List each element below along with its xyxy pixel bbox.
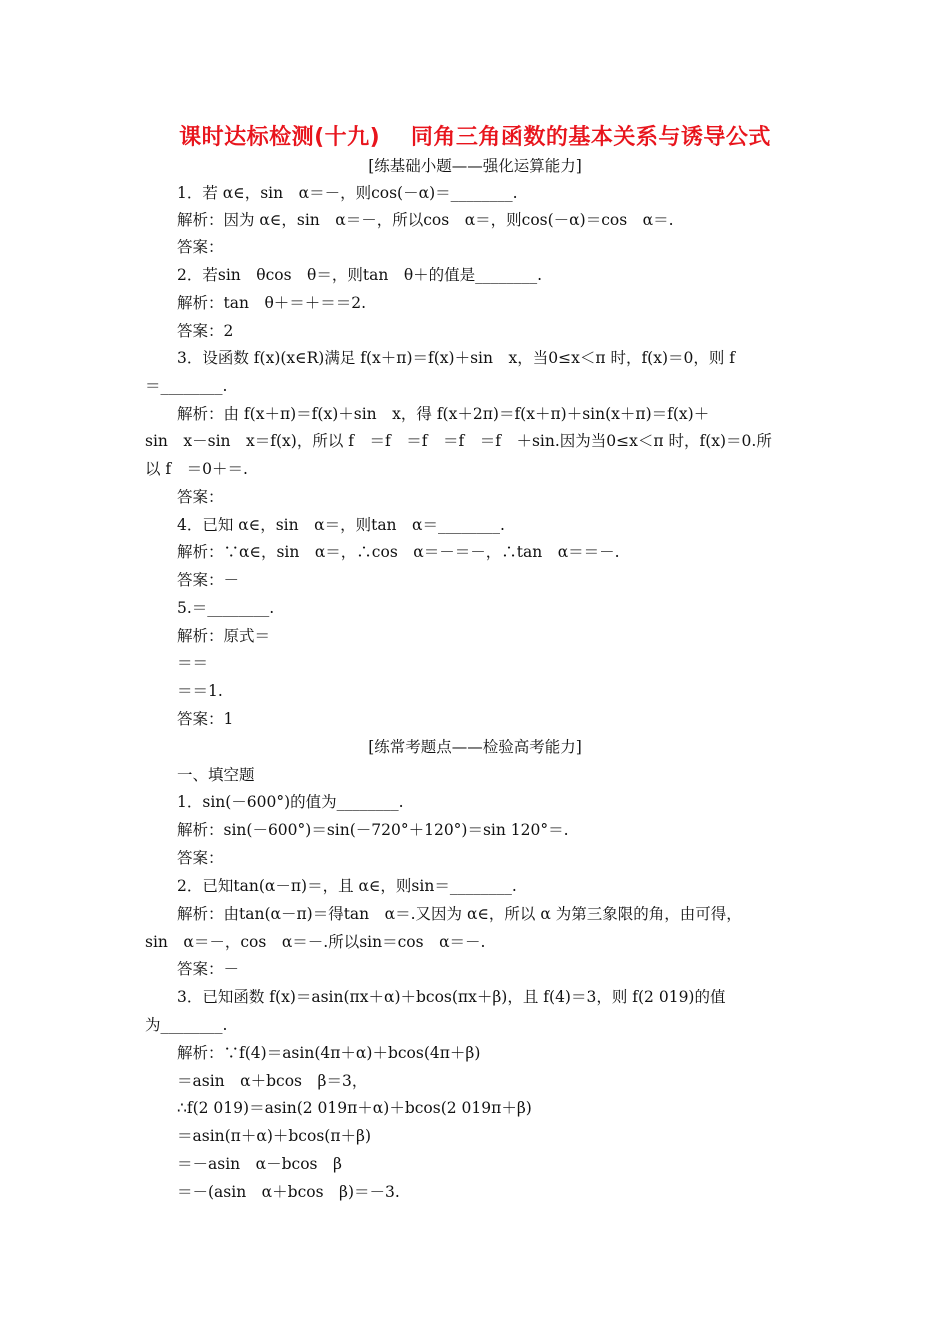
text-line: 解析：由 f(x＋π)＝f(x)＋sin x，得 f(x＋2π)＝f(x＋π)＋sin(x＋π)＝f(x)＋ (177, 405, 710, 423)
text-line: 解析：tan θ＋＝＋＝＝2. (177, 294, 367, 312)
text-line: 2．已知tan(α－π)＝，且 α∈，则sin＝________. (177, 877, 517, 895)
text-line: 答案： (177, 849, 224, 867)
text-line: 为________. (145, 1016, 228, 1034)
text-line: ＝＝1. (177, 682, 223, 700)
text-line: 解析：原式＝ (177, 627, 271, 645)
text-line: ＝asin(π＋α)＋bcos(π＋β) (177, 1127, 372, 1145)
text-line: 解析：∵α∈，sin α＝，∴cos α＝－＝－，∴tan α＝＝－. (177, 543, 620, 561)
text-line: 1．若 α∈，sin α＝－，则cos(－α)＝________. (177, 184, 518, 202)
text-line: 5.＝________. (177, 599, 275, 617)
text-line: 1．sin(－600°)的值为________. (177, 793, 404, 811)
text-line: 一、填空题 (177, 766, 255, 784)
text-line: 解析：∵f(4)＝asin(4π＋α)＋bcos(4π＋β) (177, 1044, 481, 1062)
text-line: ＝－(asin α＋bcos β)＝－3. (177, 1183, 400, 1201)
section-heading: [练常考题点——检验高考能力] (368, 738, 582, 756)
text-line: 答案： (177, 238, 224, 256)
page-title: 课时达标检测(十九) 同角三角函数的基本关系与诱导公式 (179, 125, 771, 150)
text-line: ∴f(2 019)＝asin(2 019π＋α)＋bcos(2 019π＋β) (177, 1099, 532, 1117)
text-line: 解析：sin(－600°)＝sin(－720°＋120°)＝sin 120°＝. (177, 821, 569, 839)
text-line: ＝________. (145, 377, 228, 395)
section-heading: [练基础小题——强化运算能力] (368, 157, 582, 175)
text-line: sin x－sin x＝f(x)，所以 f ＝f ＝f ＝f ＝f ＋sin.因为当0≤x＜π 时，f(x)＝0.所 (145, 432, 772, 450)
text-line: 3．设函数 f(x)(x∈R)满足 f(x＋π)＝f(x)＋sin x，当0≤x＜π 时，f(x)＝0，则 f (177, 349, 736, 367)
text-line: 答案：－ (177, 571, 240, 589)
text-line: 答案：－ (177, 960, 240, 978)
text-line: 解析：由tan(α－π)＝得tan α＝.又因为 α∈，所以 α 为第三象限的角，由可得， (177, 905, 742, 923)
text-line: 4．已知 α∈，sin α＝，则tan α＝________. (177, 516, 505, 534)
text-line: 3．已知函数 f(x)＝asin(πx＋α)＋bcos(πx＋β)，且 f(4)＝3，则 f(2 019)的值 (177, 988, 726, 1006)
text-line: 答案：1 (177, 710, 234, 728)
text-line: sin α＝－，cos α＝－.所以sin＝cos α＝－. (145, 933, 486, 951)
text-line: 答案：2 (177, 322, 234, 340)
text-line: 以 f ＝0＋＝. (145, 460, 248, 478)
text-line: 2．若sin θcos θ＝，则tan θ＋的值是________. (177, 266, 543, 284)
text-line: 解析：因为 α∈，sin α＝－，所以cos α＝，则cos(－α)＝cos α＝. (177, 211, 674, 229)
text-line: ＝－asin α－bcos β (177, 1155, 342, 1173)
text-line: 答案： (177, 488, 224, 506)
text-line: ＝＝ (177, 654, 209, 672)
text-line: ＝asin α＋bcos β＝3， (177, 1072, 368, 1090)
